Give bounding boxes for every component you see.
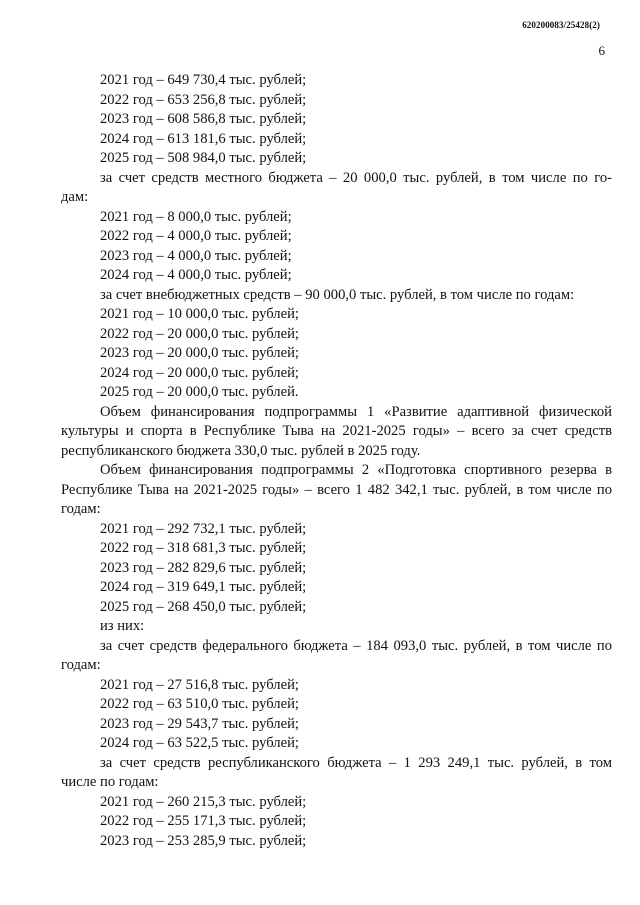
text-line: дам:: [61, 189, 89, 205]
text-line: за счет средств республиканского бюджета – 1 293 249,1 тыс. рублей, в том: [100, 754, 612, 771]
text-line: 2021 год – 8 000,0 тыс. рублей;: [100, 208, 292, 225]
text-line: 2024 год – 319 649,1 тыс. рублей;: [100, 579, 307, 595]
paragraph-subprogram-2: Объем финансирования подпрограммы 2 «Подготовка спортивного резерва в Республике Тыва на 2021-2025 годы» – всего 1 482 342,1 тыс. рублей, в том числе по годам:: [61, 462, 612, 517]
text-line: 2021 год – 27 516,8 тыс. рублей;: [100, 676, 299, 693]
text-line: 2024 год – 63 522,5 тыс. рублей;: [100, 735, 299, 751]
text-line: 2022 год – 255 171,3 тыс. рублей;: [100, 813, 307, 829]
text-line: 2025 год – 268 450,0 тыс. рублей;: [100, 598, 307, 615]
text-line: 2022 год – 318 681,3 тыс. рублей;: [100, 540, 307, 556]
document-body: [61, 71, 612, 851]
text-line: за счет внебюджетных средств – 90 000,0 тыс. рублей, в том числе по годам:: [100, 286, 575, 303]
text-line: 2021 год – 10 000,0 тыс. рублей;: [100, 306, 299, 322]
text-line: 2023 год – 20 000,0 тыс. рублей;: [100, 345, 299, 361]
text-line: 2023 год – 253 285,9 тыс. рублей;: [100, 832, 307, 849]
text-line: числе по годам:: [61, 774, 159, 790]
text-line: 2023 год – 29 543,7 тыс. рублей;: [100, 715, 299, 732]
text-line: 2025 год – 20 000,0 тыс. рублей.: [100, 384, 299, 400]
text-line: 2021 год – 260 215,3 тыс. рублей;: [100, 793, 307, 810]
text-line: 2025 год – 508 984,0 тыс. рублей;: [100, 150, 307, 166]
text-line: 2024 год – 20 000,0 тыс. рублей;: [100, 364, 299, 381]
text-line: 2023 год – 4 000,0 тыс. рублей;: [100, 247, 292, 264]
page-number: 6: [598, 43, 605, 58]
text-line: 2022 год – 63 510,0 тыс. рублей;: [100, 696, 299, 712]
document-id: 620200083/25428(2): [522, 20, 600, 30]
text-line: годам:: [61, 657, 101, 673]
text-line: 2023 год – 282 829,6 тыс. рублей;: [100, 559, 307, 576]
text-line: 2024 год – 613 181,6 тыс. рублей;: [100, 130, 307, 147]
text-line: 2022 год – 653 256,8 тыс. рублей;: [100, 91, 307, 108]
text-line: 2021 год – 292 732,1 тыс. рублей;: [100, 520, 307, 537]
text-line: за счет средств федерального бюджета – 184 093,0 тыс. рублей, в том числе по: [100, 637, 612, 654]
text-line: 2022 год – 20 000,0 тыс. рублей;: [100, 325, 299, 342]
text-line: 2021 год – 649 730,4 тыс. рублей;: [100, 72, 307, 88]
text-line: 2023 год – 608 586,8 тыс. рублей;: [100, 111, 307, 127]
text-line: за счет средств местного бюджета – 20 000,0 тыс. рублей, в том числе по го-: [100, 169, 612, 186]
text-line: 2022 год – 4 000,0 тыс. рублей;: [100, 228, 292, 244]
text-line: 2024 год – 4 000,0 тыс. рублей;: [100, 267, 292, 283]
text-line: из них:: [100, 618, 145, 634]
paragraph-subprogram-1: Объем финансирования подпрограммы 1 «Развитие адаптивной физической культуры и спорта в Республике Тыва на 2021-2025 годы» – всего за счет средств республиканского бюджета 330,0 тыс. рублей в 2025 году.: [61, 403, 612, 459]
